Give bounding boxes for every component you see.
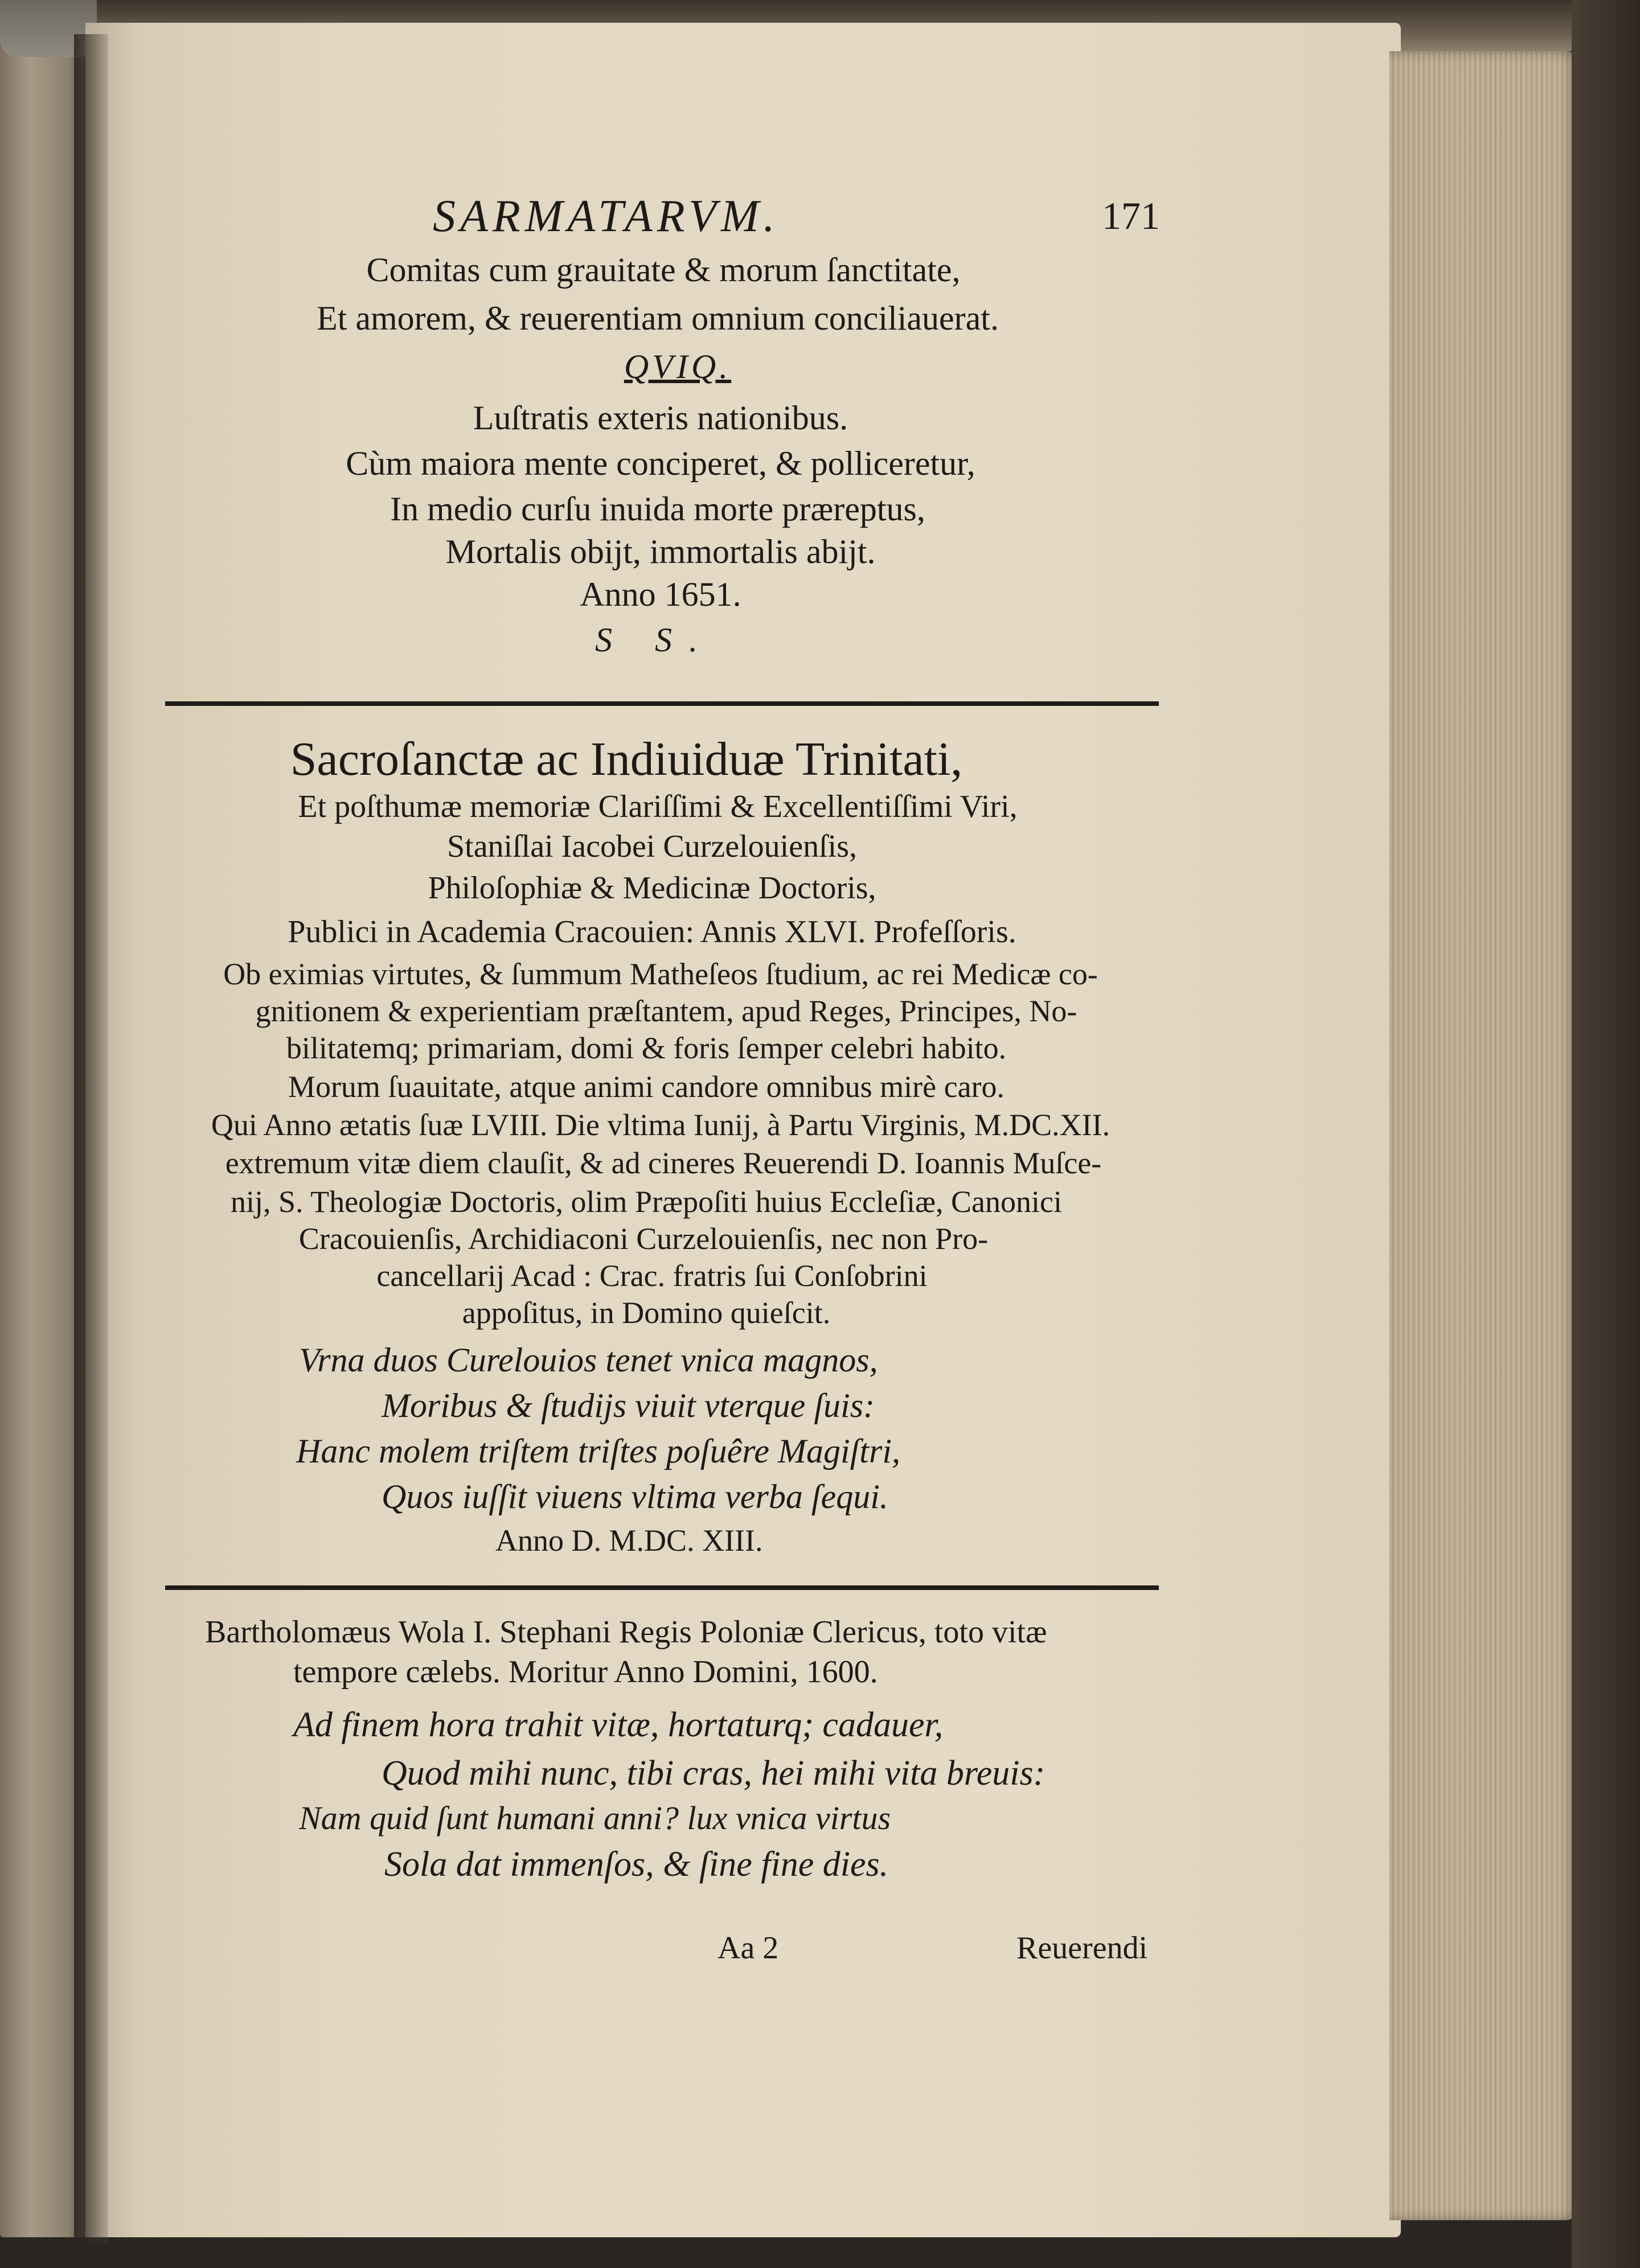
epitaph1-closing: S S. [595,621,715,659]
epitaph2-line: cancellarij Acad : Crac. fratris ſui Conſobrini [376,1259,928,1293]
epitaph1-heading: QVIQ. [624,348,732,385]
running-title: SARMATARVM. [433,191,780,241]
epitaph2-line: Philoſophiæ & Medicinæ Doctoris, [428,870,876,906]
epitaph2-line: Et poſthumæ memoriæ Clariſſimi & Excellentiſſimi Viri, [298,789,1018,824]
epitaph2-verse: Quos iuſſit viuens vltima verba ſequi. [382,1478,888,1515]
epitaph1-line: Et amorem, & reuerentiam omnium conciliauerat. [317,299,999,337]
page-block-edge [1389,51,1577,2220]
epitaph2-line: Ob eximias virtutes, & ſummum Matheſeos ſtudium, ac rei Medicæ co- [223,957,1098,991]
facing-page-edge [0,40,85,2237]
epitaph1-date: Anno 1651. [580,576,741,613]
signature-mark: Aa 2 [718,1930,779,1966]
epitaph2-line: Qui Anno ætatis ſuæ LVIII. Die vltima Iunij, à Partu Virginis, M.DC.XII. [211,1108,1110,1142]
epitaph2-verse: Hanc molem triſtem triſtes poſuêre Magiſtri, [296,1432,900,1470]
epitaph2-line: extremum vitæ diem clauſit, & ad cineres Reuerendi D. Ioannis Muſce- [225,1146,1102,1180]
epitaph1-line: Mortalis obijt, immortalis abijt. [445,533,876,570]
epitaph2-line: appoſitus, in Domino quieſcit. [462,1296,831,1330]
cover-board [1572,0,1640,2268]
epitaph2-line: Cracouienſis, Archidiaconi Curzelouienſis, nec non Pro- [298,1222,989,1256]
epitaph2-verse: Vrna duos Curelouios tenet vnica magnos, [299,1341,878,1379]
epitaph3-verse: Sola dat immenſos, & ſine fine dies. [384,1845,889,1884]
epitaph3-verse: Nam quid ſunt humani anni? lux vnica virtus [299,1799,891,1836]
catchword: Reuerendi [1016,1930,1148,1966]
epitaph1-line: Luſtratis exteris nationibus. [473,399,848,437]
separator-rule [165,1585,1159,1590]
epitaph2-line: Staniſlai Iacobei Curzelouienſis, [446,829,858,864]
epitaph2-line: bilitatemq; primariam, domi & foris ſemper celebri habito. [286,1031,1007,1065]
epitaph1-line: Comitas cum grauitate & morum ſanctitate, [366,251,961,289]
epitaph2-verse: Moribus & ſtudijs viuit vterque ſuis: [382,1387,875,1424]
epitaph3-line: tempore cælebs. Moritur Anno Domini, 1600. [293,1654,878,1690]
page-number: 171 [1102,194,1160,237]
gutter-shadow [74,34,108,2243]
epitaph2-title: Sacroſanctæ ac Indiuiduæ Trinitati, [290,733,963,786]
epitaph2-date: Anno D. M.DC. XIII. [495,1523,763,1558]
epitaph2-line: nij, S. Theologiæ Doctoris, olim Præpoſiti huius Eccleſiæ, Canonici [231,1185,1062,1219]
epitaph3-line: Bartholomæus Wola I. Stephani Regis Poloniæ Clericus, toto vitæ [205,1614,1047,1650]
epitaph3-verse: Ad finem hora trahit vitæ, hortaturq; cadauer, [293,1706,944,1744]
epitaph2-line: Morum ſuauitate, atque animi candore omnibus mirè caro. [288,1070,1005,1104]
epitaph2-line: gnitionem & experientiam præſtantem, apud Reges, Principes, No- [255,994,1077,1028]
separator-rule [165,701,1159,706]
epitaph3-verse: Quod mihi nunc, tibi cras, hei mihi vita breuis: [382,1754,1046,1793]
epitaph1-line: In medio curſu inuida morte præreptus, [390,490,925,528]
epitaph1-line: Cùm maiora mente conciperet, & polliceretur, [346,445,975,482]
epitaph2-line: Publici in Academia Cracouien: Annis XLVI. Profeſſoris. [288,914,1016,950]
